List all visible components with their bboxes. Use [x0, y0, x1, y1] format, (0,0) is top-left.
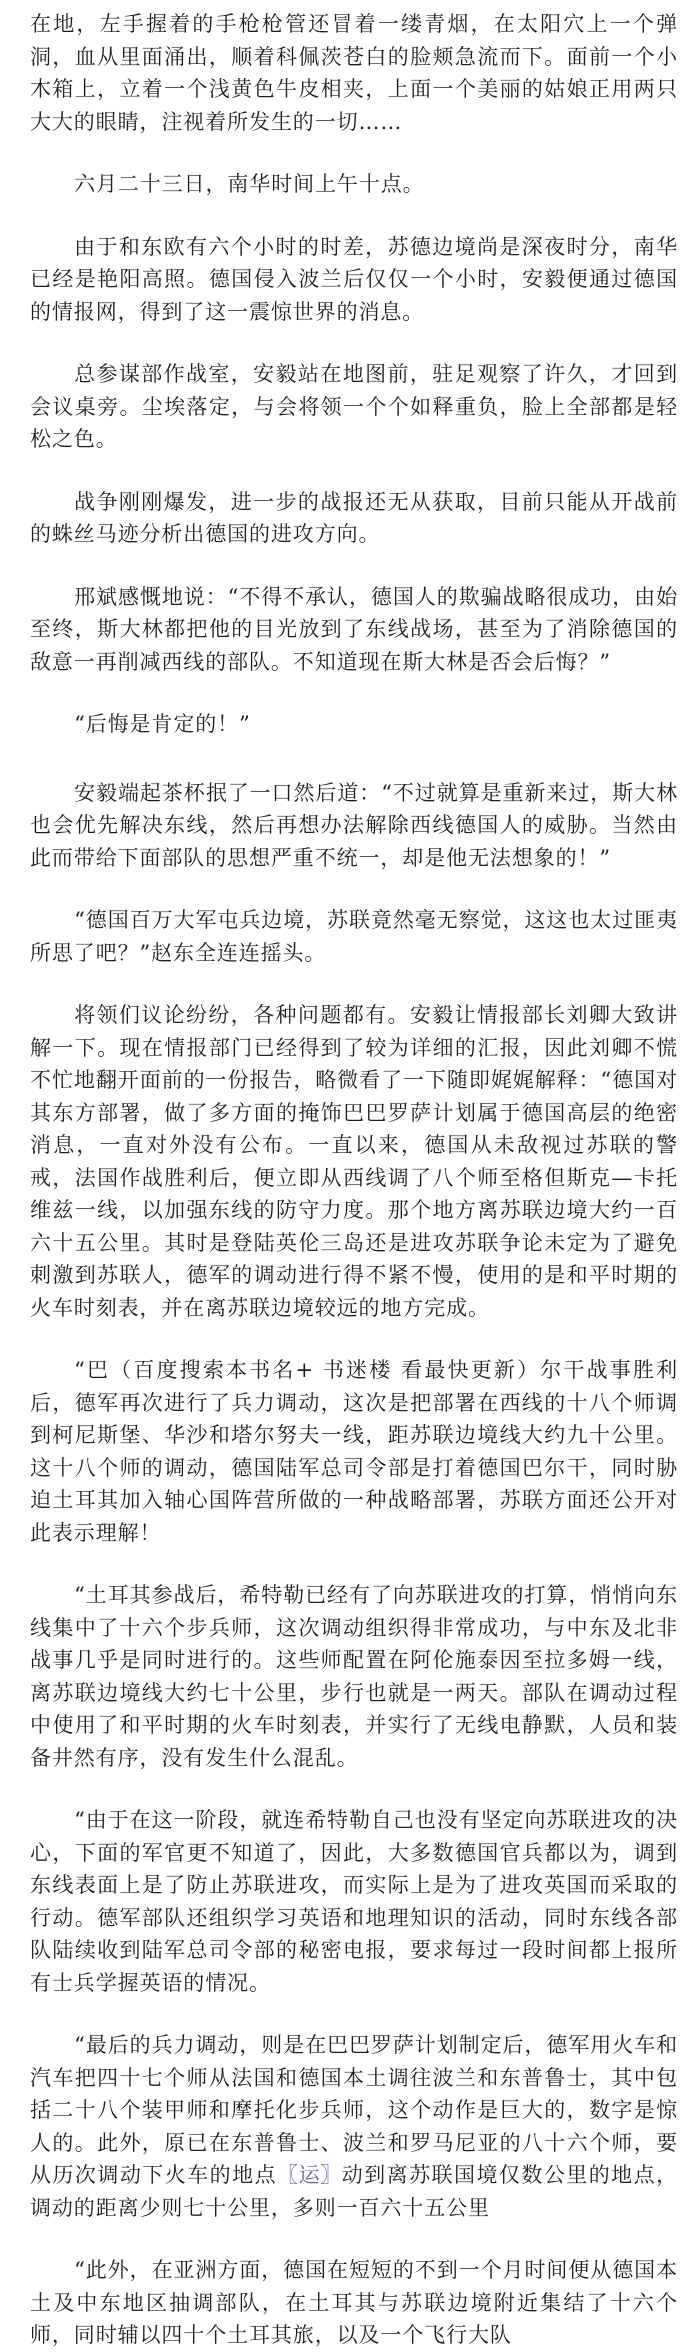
paragraph-12: “土耳其参战后，希特勒已经有了向苏联进攻的打算，悄悄向东线集中了十六个步兵师，这次调动组织得非常成功，与中东及北非战事几乎是同时进行的。这些师配置在阿伦施泰因至拉多姆一线，离苏联边境线大约七十公里，步行也就是一两天。部队在调动过程中使用了和平时期的火车时刻表，并实行了无线电静默，人员和装备井然有序，没有发生什么混乱。: [30, 1583, 678, 1770]
paragraph-2: 六月二十三日，南华时间上午十点。: [74, 172, 425, 196]
paragraph-10: 将领们议论纷纷，各种问题都有。安毅让情报部长刘卿大致讲解一下。现在情报部门已经得到了较为详细的汇报，因此刘卿不慌不忙地翻开面前的一份报告，略微看了一下随即娓娓解释：“德国对其东方部署，做了多方面的掩饰巴巴罗萨计划属于德国高层的绝密消息，一直对外没有公布。一直以来，德国从未敌视过苏联的警戒，法国作战胜利后，便立即从西线调了八个师至格但斯克—卡托维兹一线，以加强东线的防守力度。那个地方离苏联边境大约一百六十五公里。其时是登陆英伦三岛还是进攻苏联争论未定为了避免刺激到苏联人，德军的调动进行得不紧不慢，使用的是和平时期的火车时刻表，并在离苏联边境较远的地方完成。: [30, 1003, 678, 1320]
paragraph-14: [30, 2029, 678, 2224]
paragraph-14-text-after: 动到离苏联国境仅数公里的地点，调动的距离少则七十公里，多则一百六十五公里: [30, 2163, 678, 2220]
paragraph-5: 战争刚刚爆发，进一步的战报还无从获取，目前只能从开战前的蛛丝马迹分析出德国的进攻方向。: [30, 489, 678, 546]
paragraph-13: “由于在这一阶段，就连希特勒自己也没有坚定向苏联进攻的决心，下面的军官更不知道了，因此，大多数德国官兵都以为，调到东线表面上是了防止苏联进攻，而实际上是为了进攻英国而采取的行动。德军部队还组织学习英语和地理知识的活动，同时东线各部队陆续收到陆军总司令部的秘密电报，要求每过一段时间都上报所有士兵学握英语的情况。: [30, 1808, 678, 1995]
bracketed-character: 〖运〗: [277, 2163, 342, 2187]
paragraph-15: “此外，在亚洲方面，德国在短短的不到一个月时间便从德国本土及中东地区抽调部队，在土耳其与苏联边境附近集结了十六个师，同时辅以四十个土耳其旅，以及一个飞行大队: [30, 2258, 678, 2347]
paragraph-1: 在地，左手握着的手枪枪管还冒着一缕青烟，在太阳穴上一个弹洞，血从里面涌出，顺着科佩茨苍白的脸颊急流而下。面前一个小木箱上，立着一个浅黄色牛皮相夹，上面一个美丽的姑娘正用两只大大的眼睛，注视着所发生的一切……: [30, 12, 678, 134]
paragraph-8: 安毅端起茶杯抿了一口然后道：“不过就算是重新来过，斯大林也会优先解决东线，然后再想办法解除西线德国人的威胁。当然由此而带给下面部队的思想严重不统一，却是他无法想象的！”: [30, 780, 678, 870]
paragraph-7: “后悔是肯定的！”: [74, 712, 251, 736]
paragraph-14-text-before: “最后的兵力调动，则是在巴巴罗萨计划制定后，德军用火车和汽车把四十七个师从法国和德国本土调往波兰和东普鲁士，其中包括二十八个装甲师和摩托化步兵师，这个动作是巨大的，数字是惊人的。此外，原已在东普鲁士、波兰和罗马尼亚的八十六个师，要从历次调动下火车的地点: [30, 2033, 678, 2187]
paragraph-11: “巴（百度搜索本书名+ 书迷楼 看最快更新）尔干战事胜利后，德军再次进行了兵力调动，这次是把部署在西线的十八个师调到柯尼斯堡、华沙和塔尔努夫一线，距苏联边境线大约九十公里。这十八个师的调动，德国陆军总司令部是打着德国巴尔干，同时胁迫土耳其加入轴心国阵营所做的一种战略部署，苏联方面还公开对此表示理解！: [30, 1358, 678, 1545]
paragraph-6: 邢斌感慨地说：“不得不承认，德国人的欺骗战略很成功，由始至终，斯大林都把他的目光放到了东线战场，甚至为了消除德国的敌意一再削减西线的部队。不知道现在斯大林是否会后悔？”: [30, 584, 678, 674]
paragraph-9: “德国百万大军屯兵边境，苏联竟然毫无察觉，这这也太过匪夷所思了吧？”赵东全连连摇头。: [30, 908, 678, 965]
paragraph-4: 总参谋部作战室，安毅站在地图前，驻足观察了许久，才回到会议桌旁。尘埃落定，与会将领一个个如释重负，脸上全部都是轻松之色。: [30, 362, 678, 451]
paragraph-3: 由于和东欧有六个小时的时差，苏德边境尚是深夜时分，南华已经是艳阳高照。德国侵入波兰后仅仅一个小时，安毅便通过德国的情报网，得到了这一震惊世界的消息。: [30, 234, 678, 324]
